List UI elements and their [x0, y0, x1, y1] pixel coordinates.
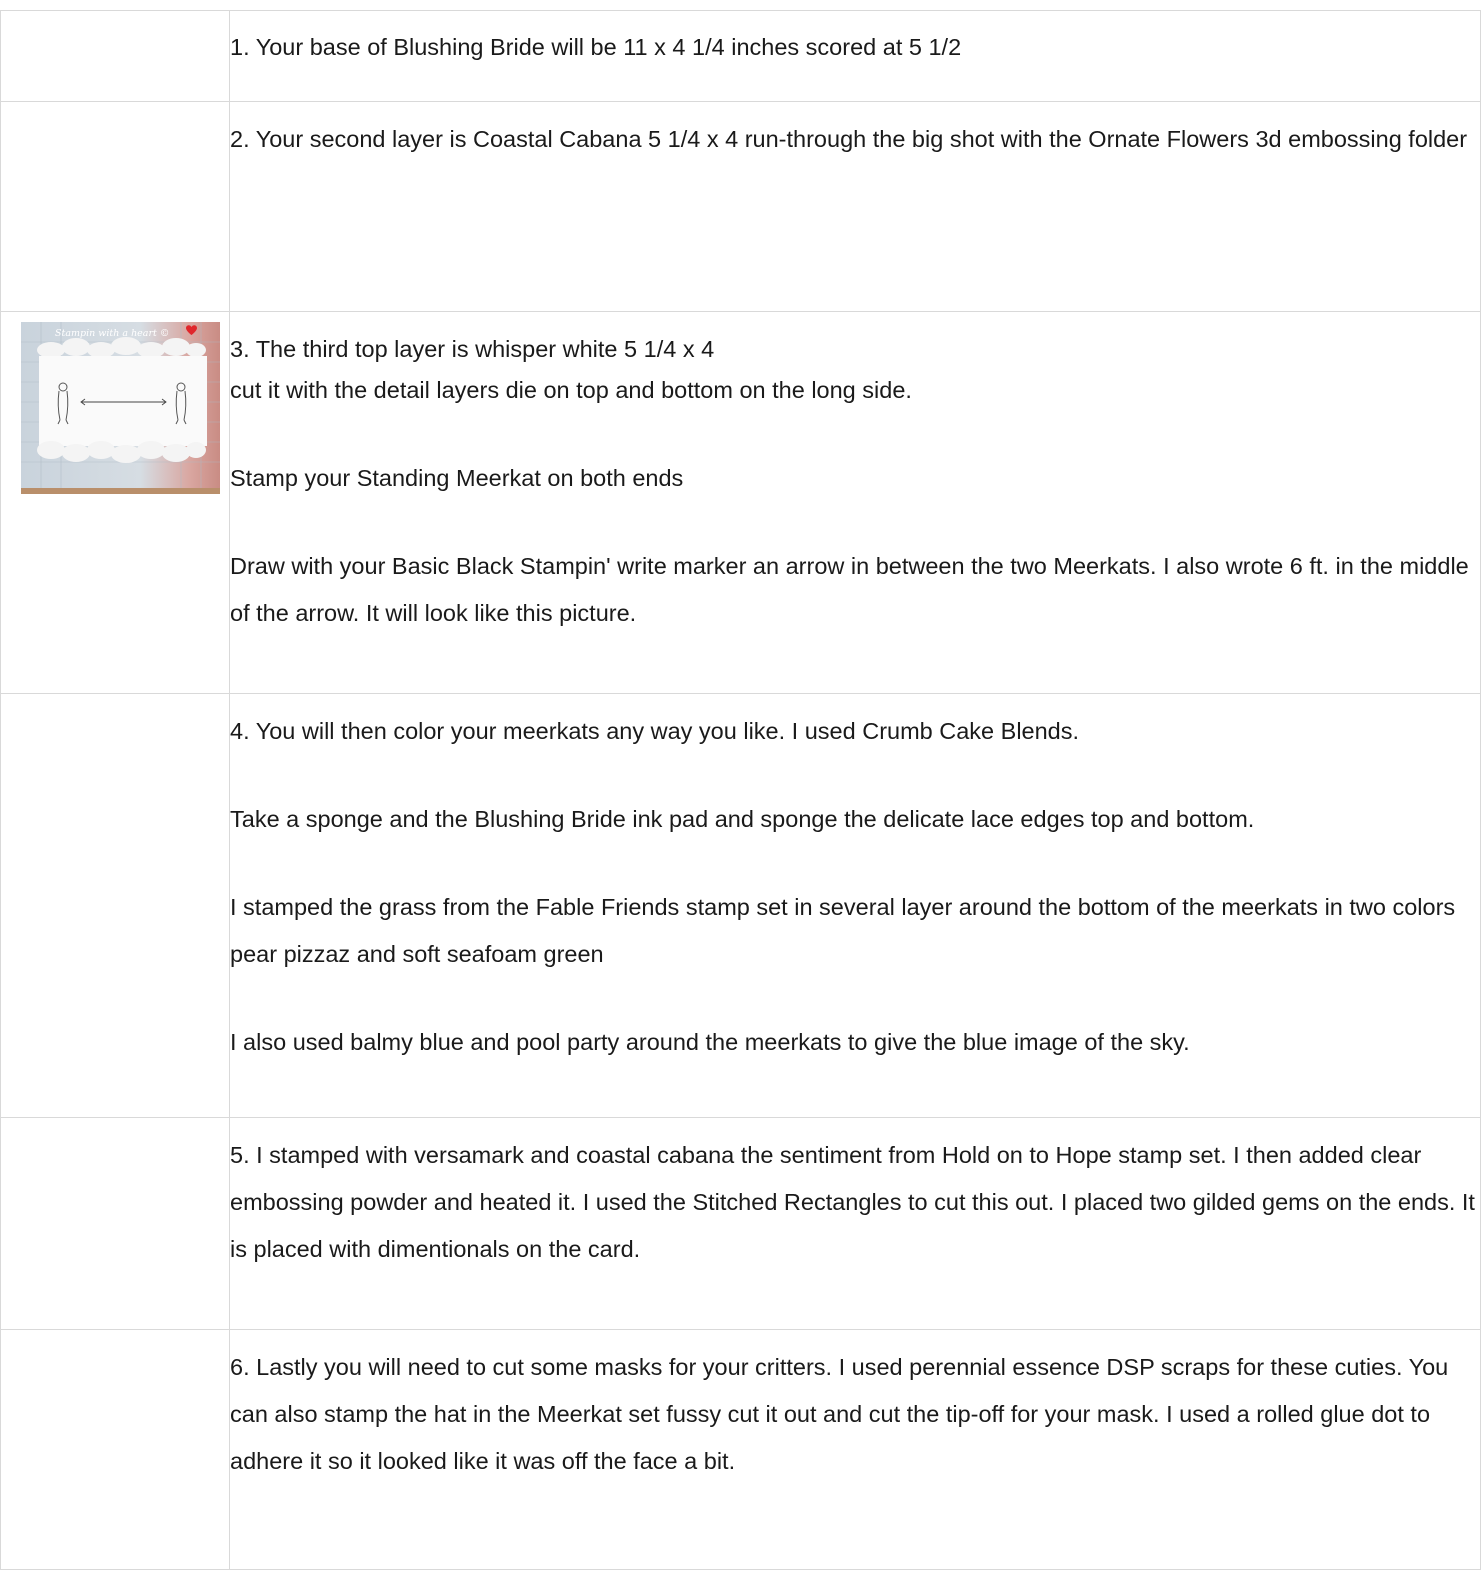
step-5-paragraph-1: 5. I stamped with versamark and coastal cabana the sentiment from Hold on to Hope stamp set. I then added clear embossing powder and heated it. I used the Stitched Rectangles to cut this out. I placed two gilded gems on the ends. It is placed with dimentionals on the card.: [230, 1142, 1475, 1262]
step-2-paragraph-1: 2. Your second layer is Coastal Cabana 5 1/4 x 4 run-through the big shot with the Ornate Flowers 3d embossing folder: [230, 126, 1468, 152]
step-2-text-cell: [230, 102, 1481, 312]
step-4-paragraph-3: I stamped the grass from the Fable Friends stamp set in several layer around the bottom of the meerkats in two colors pear pizzaz and soft seafoam green: [230, 894, 1456, 967]
step-3-line-1: 3. The third top layer is whisper white 5 1/4 x 4: [230, 336, 715, 362]
step-6-text-cell: [230, 1330, 1481, 1570]
step-1-text-cell: [230, 11, 1481, 102]
instructions-table: [0, 10, 1481, 1570]
step-5-image-cell: [1, 1118, 230, 1330]
step-row-1: [1, 11, 1481, 102]
step-4-paragraph-1: 4. You will then color your meerkats any way you like. I used Crumb Cake Blends.: [230, 718, 1080, 744]
step-row-2: [1, 102, 1481, 312]
step-4-image-cell: [1, 694, 230, 1118]
step-row-5: [1, 1118, 1481, 1330]
watermark-text: Stampin with a heart ©: [55, 328, 170, 339]
card-photo-icon[interactable]: [21, 322, 220, 494]
step-row-4: [1, 694, 1481, 1118]
step-3-image-cell: [1, 312, 230, 694]
step-5-text-cell: [230, 1118, 1481, 1330]
step-row-6: [1, 1330, 1481, 1570]
step-3-paragraph-1: Stamp your Standing Meerkat on both ends: [230, 465, 684, 491]
step-2-image-cell: [1, 102, 230, 312]
step-row-3: [1, 312, 1481, 694]
step-3-text-cell: [230, 312, 1481, 694]
step-6-paragraph-1: 6. Lastly you will need to cut some masks for your critters. I used perennial essence DSP scraps for these cuties. You can also stamp the hat in the Meerkat set fussy cut it out and cut the tip-off for your mask. I used a rolled glue dot to adhere it so it looked like it was off the face a bit.: [230, 1354, 1449, 1474]
step-4-text-cell: [230, 694, 1481, 1118]
step-1-paragraph-1: 1. Your base of Blushing Bride will be 11 x 4 1/4 inches scored at 5 1/2: [230, 34, 962, 60]
step-4-paragraph-4: I also used balmy blue and pool party around the meerkats to give the blue image of the sky.: [230, 1029, 1190, 1055]
step-1-image-cell: [1, 11, 230, 102]
step-4-paragraph-2: Take a sponge and the Blushing Bride ink pad and sponge the delicate lace edges top and bottom.: [230, 806, 1255, 832]
step-3-paragraph-2: Draw with your Basic Black Stampin' write marker an arrow in between the two Meerkats. I also wrote 6 ft. in the middle of the arrow. It will look like this picture.: [230, 553, 1469, 626]
step-6-image-cell: [1, 1330, 230, 1570]
step-3-line-2: cut it with the detail layers die on top and bottom on the long side.: [230, 377, 912, 403]
